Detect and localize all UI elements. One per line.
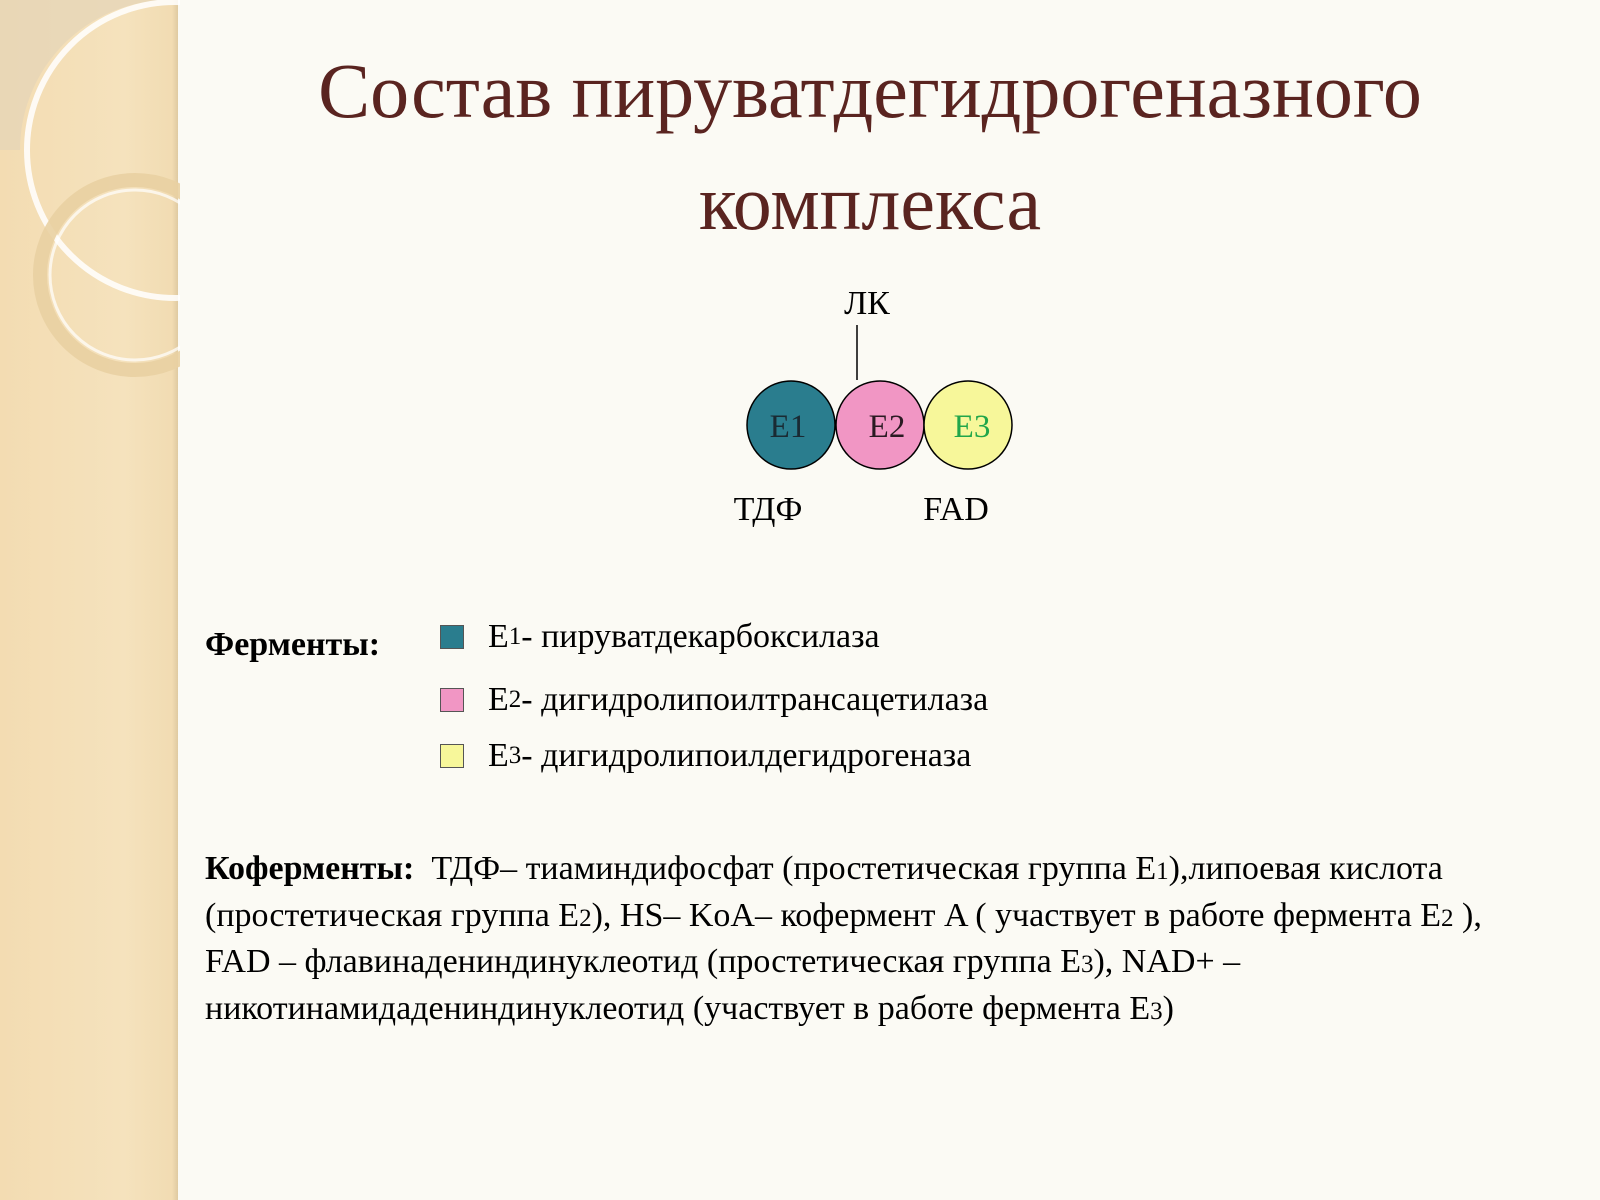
e1-name: - пируватдекарбоксилаза [521, 618, 880, 655]
e2-code: E [488, 681, 509, 718]
enzyme-complex-diagram [700, 270, 1020, 530]
coenzymes-heading: Коферменты: [205, 850, 415, 887]
coenzymes-text-5: ), NAD+ –никотинамидадениндинуклеотид (участвует в работе фермента E [205, 943, 1241, 1027]
e1-label: E1 [769, 409, 807, 445]
e2-color-swatch [440, 688, 464, 712]
e2-name: - дигидролипоилтрансацетилаза [521, 681, 989, 718]
e3-color-swatch [440, 744, 464, 768]
coenzymes-sub-4: 3 [1080, 951, 1094, 978]
title-line-1: Состав пируватдегидрогеназного [318, 47, 1422, 134]
coenzymes-text-3: ), HS– KoA– кофермент A ( участвует в работе фермента E [591, 896, 1442, 934]
e3-label: E3 [953, 409, 991, 445]
decorative-rings [0, 0, 180, 420]
coenzymes-sub-5: 3 [1150, 997, 1163, 1025]
fad-label: FAD [923, 491, 989, 528]
title-line-2: комплекса [698, 159, 1042, 246]
e1-color-swatch [440, 625, 464, 649]
coenzymes-text-2: ),липоевая кислота (простетическая группа E [205, 850, 1443, 934]
e3-index: 3 [508, 742, 522, 769]
legend-item-e1 [440, 617, 880, 657]
e2-label: E2 [868, 409, 906, 445]
coenzymes-text-4: ), FAD – флавинадениндинуклеотид (простетическая группа E [205, 896, 1482, 980]
e3-code: E [488, 737, 509, 774]
coenzymes-sub-2: 2 [579, 904, 592, 932]
e1-code: E [488, 618, 509, 655]
slide-title [220, 35, 1520, 259]
lk-label: ЛК [844, 285, 890, 322]
coenzymes-sub-1: 1 [1156, 858, 1169, 885]
coenzymes-text-1: ТДФ– тиаминдифосфат (простетическая группа E [431, 850, 1157, 887]
legend-item-e2 [440, 680, 988, 720]
coenzymes-paragraph [205, 847, 1525, 1033]
e3-name: - дигидролипоилдегидрогеназа [521, 737, 972, 774]
tdp-label: ТДФ [733, 491, 803, 528]
enzymes-heading: Ферменты: [205, 626, 381, 663]
e2-index: 2 [508, 686, 522, 713]
coenzymes-text-6: ) [1162, 989, 1174, 1027]
e1-index: 1 [508, 623, 522, 650]
legend-item-e3 [440, 736, 971, 776]
coenzymes-sub-3: 2 [1441, 904, 1454, 932]
